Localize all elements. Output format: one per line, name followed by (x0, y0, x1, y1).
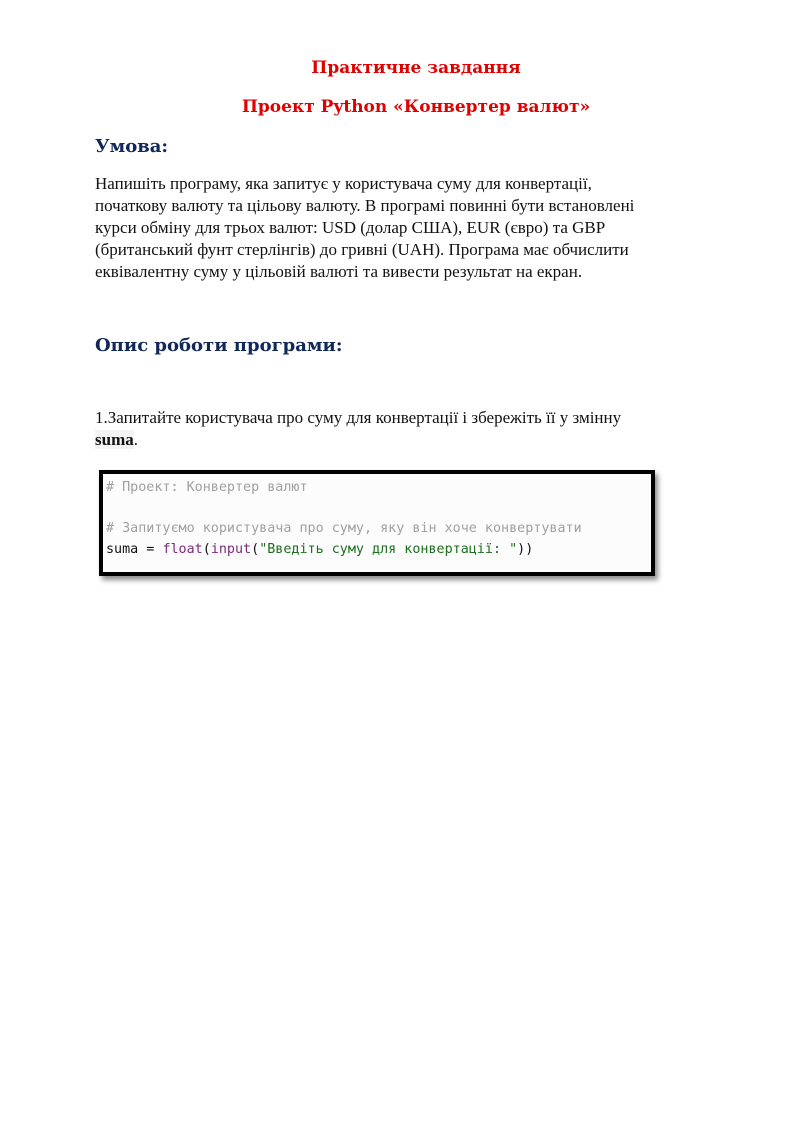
heading-condition: Умова: (95, 136, 169, 157)
code-comment: # Запитуємо користувача про суму, яку він хоче конвертувати (106, 521, 582, 536)
code-string: "Введіть суму для конвертації: " (259, 541, 518, 557)
variable-name: suma (95, 430, 134, 449)
paragraph-line: курси обміну для трьох валют: USD (долар США), EUR (євро) та GBP (95, 218, 606, 237)
code-function: float (162, 541, 203, 557)
paragraph-line: (британський фунт стерлінгів) до гривні (UAH). Програма має обчислити (95, 240, 629, 259)
paragraph-line: початкову валюту та цільову валюту. В програмі повинні бути встановлені (95, 196, 635, 215)
code-comment: # Проект: Конвертер валют (106, 480, 308, 495)
paragraph-line: еквівалентну суму у цільовій валюті та вивести результат на екран. (95, 262, 583, 281)
code-paren: )) (517, 541, 534, 557)
document-title: Практичне завдання (311, 58, 521, 78)
code-paren: ( (251, 541, 260, 557)
step-1-end: . (133, 430, 138, 449)
code-paren: ( (202, 541, 211, 557)
paragraph-line: Напишіть програму, яка запитує у користувача суму для конвертації, (95, 174, 592, 193)
code-variable: suma = (106, 541, 163, 557)
step-1-text: 1.Запитайте користувача про суму для конвертації і збережіть її у змінну (95, 408, 622, 427)
code-line (106, 540, 651, 561)
code-function: input (210, 541, 252, 557)
step-1-paragraph (95, 407, 621, 451)
condition-paragraph (95, 173, 634, 283)
document-subtitle: Проект Python «Конвертер валют» (241, 97, 591, 117)
code-block (99, 470, 655, 576)
heading-description: Опис роботи програми: (95, 335, 343, 356)
